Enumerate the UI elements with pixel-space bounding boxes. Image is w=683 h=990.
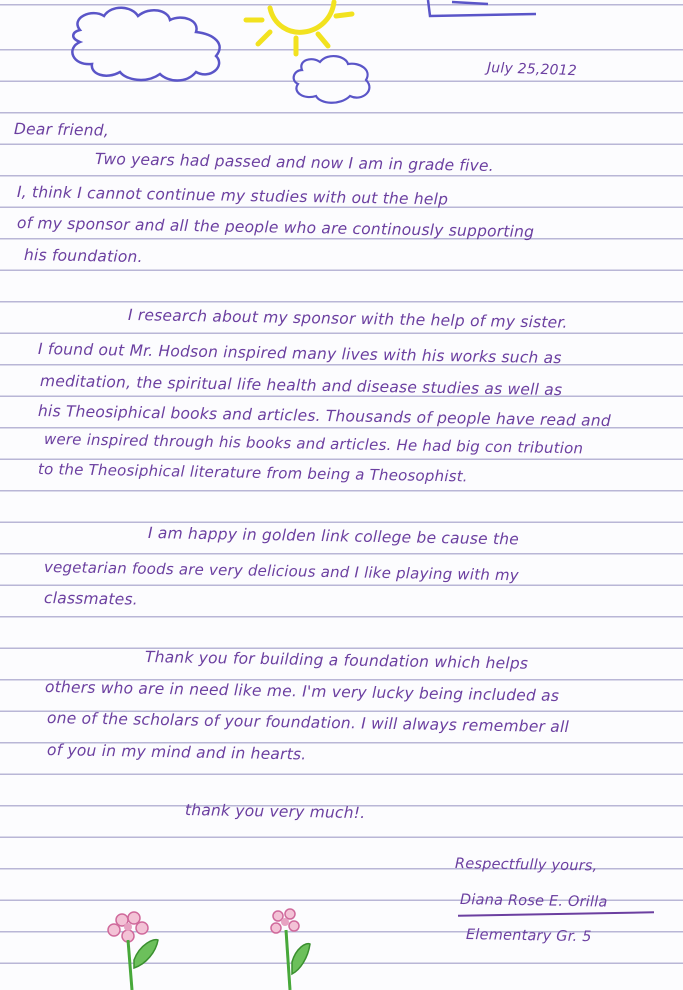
closing: Respectfully yours,	[454, 856, 598, 875]
paragraph-3-line-1: I am happy in golden link college be cause the	[147, 524, 520, 549]
paragraph-1-line-3: of my sponsor and all the people who are continously supporting	[16, 214, 535, 242]
paragraph-4-line-1: Thank you for building a foundation which helps	[144, 648, 529, 673]
thank-you-line: thank you very much!.	[184, 801, 366, 823]
paragraph-2-line-4: his Theosiphical books and articles. Thousands of people have read and	[37, 402, 612, 430]
paragraph-2-line-1: I research about my sponsor with the help of my sister.	[127, 306, 568, 332]
paragraph-3-line-3: classmates.	[43, 589, 139, 609]
paragraph-4-line-2: others who are in need like me. I'm very lucky being included as	[44, 678, 560, 705]
paragraph-4-line-4: of you in my mind and in hearts.	[46, 741, 307, 764]
paragraph-2-line-2: I found out Mr. Hodson inspired many lives with his works such as	[37, 340, 562, 368]
paragraph-3-line-2: vegetarian foods are very delicious and I like playing with my	[43, 558, 520, 585]
paragraph-1-line-2: I, think I cannot continue my studies with out the help	[16, 183, 449, 209]
paragraph-2-line-6: to the Theosiphical literature from being a Theosophist.	[37, 460, 468, 486]
signature: Diana Rose E. Orilla	[459, 892, 608, 911]
paragraph-1-line-1: Two years had passed and now I am in grade five.	[94, 150, 494, 175]
paragraph-4-line-3: one of the scholars of your foundation. I will always remember all	[46, 709, 570, 737]
greeting: Dear friend,	[13, 120, 110, 140]
grade-level: Elementary Gr. 5	[465, 927, 592, 946]
paragraph-2-line-3: meditation, the spiritual life health and disease studies as well as	[39, 372, 563, 400]
letter-date: July 25,2012	[486, 60, 578, 80]
paragraph-1-line-4: his foundation.	[23, 246, 143, 267]
paragraph-2-line-5: were inspired through his books and articles. He had big con tribution	[43, 430, 584, 458]
